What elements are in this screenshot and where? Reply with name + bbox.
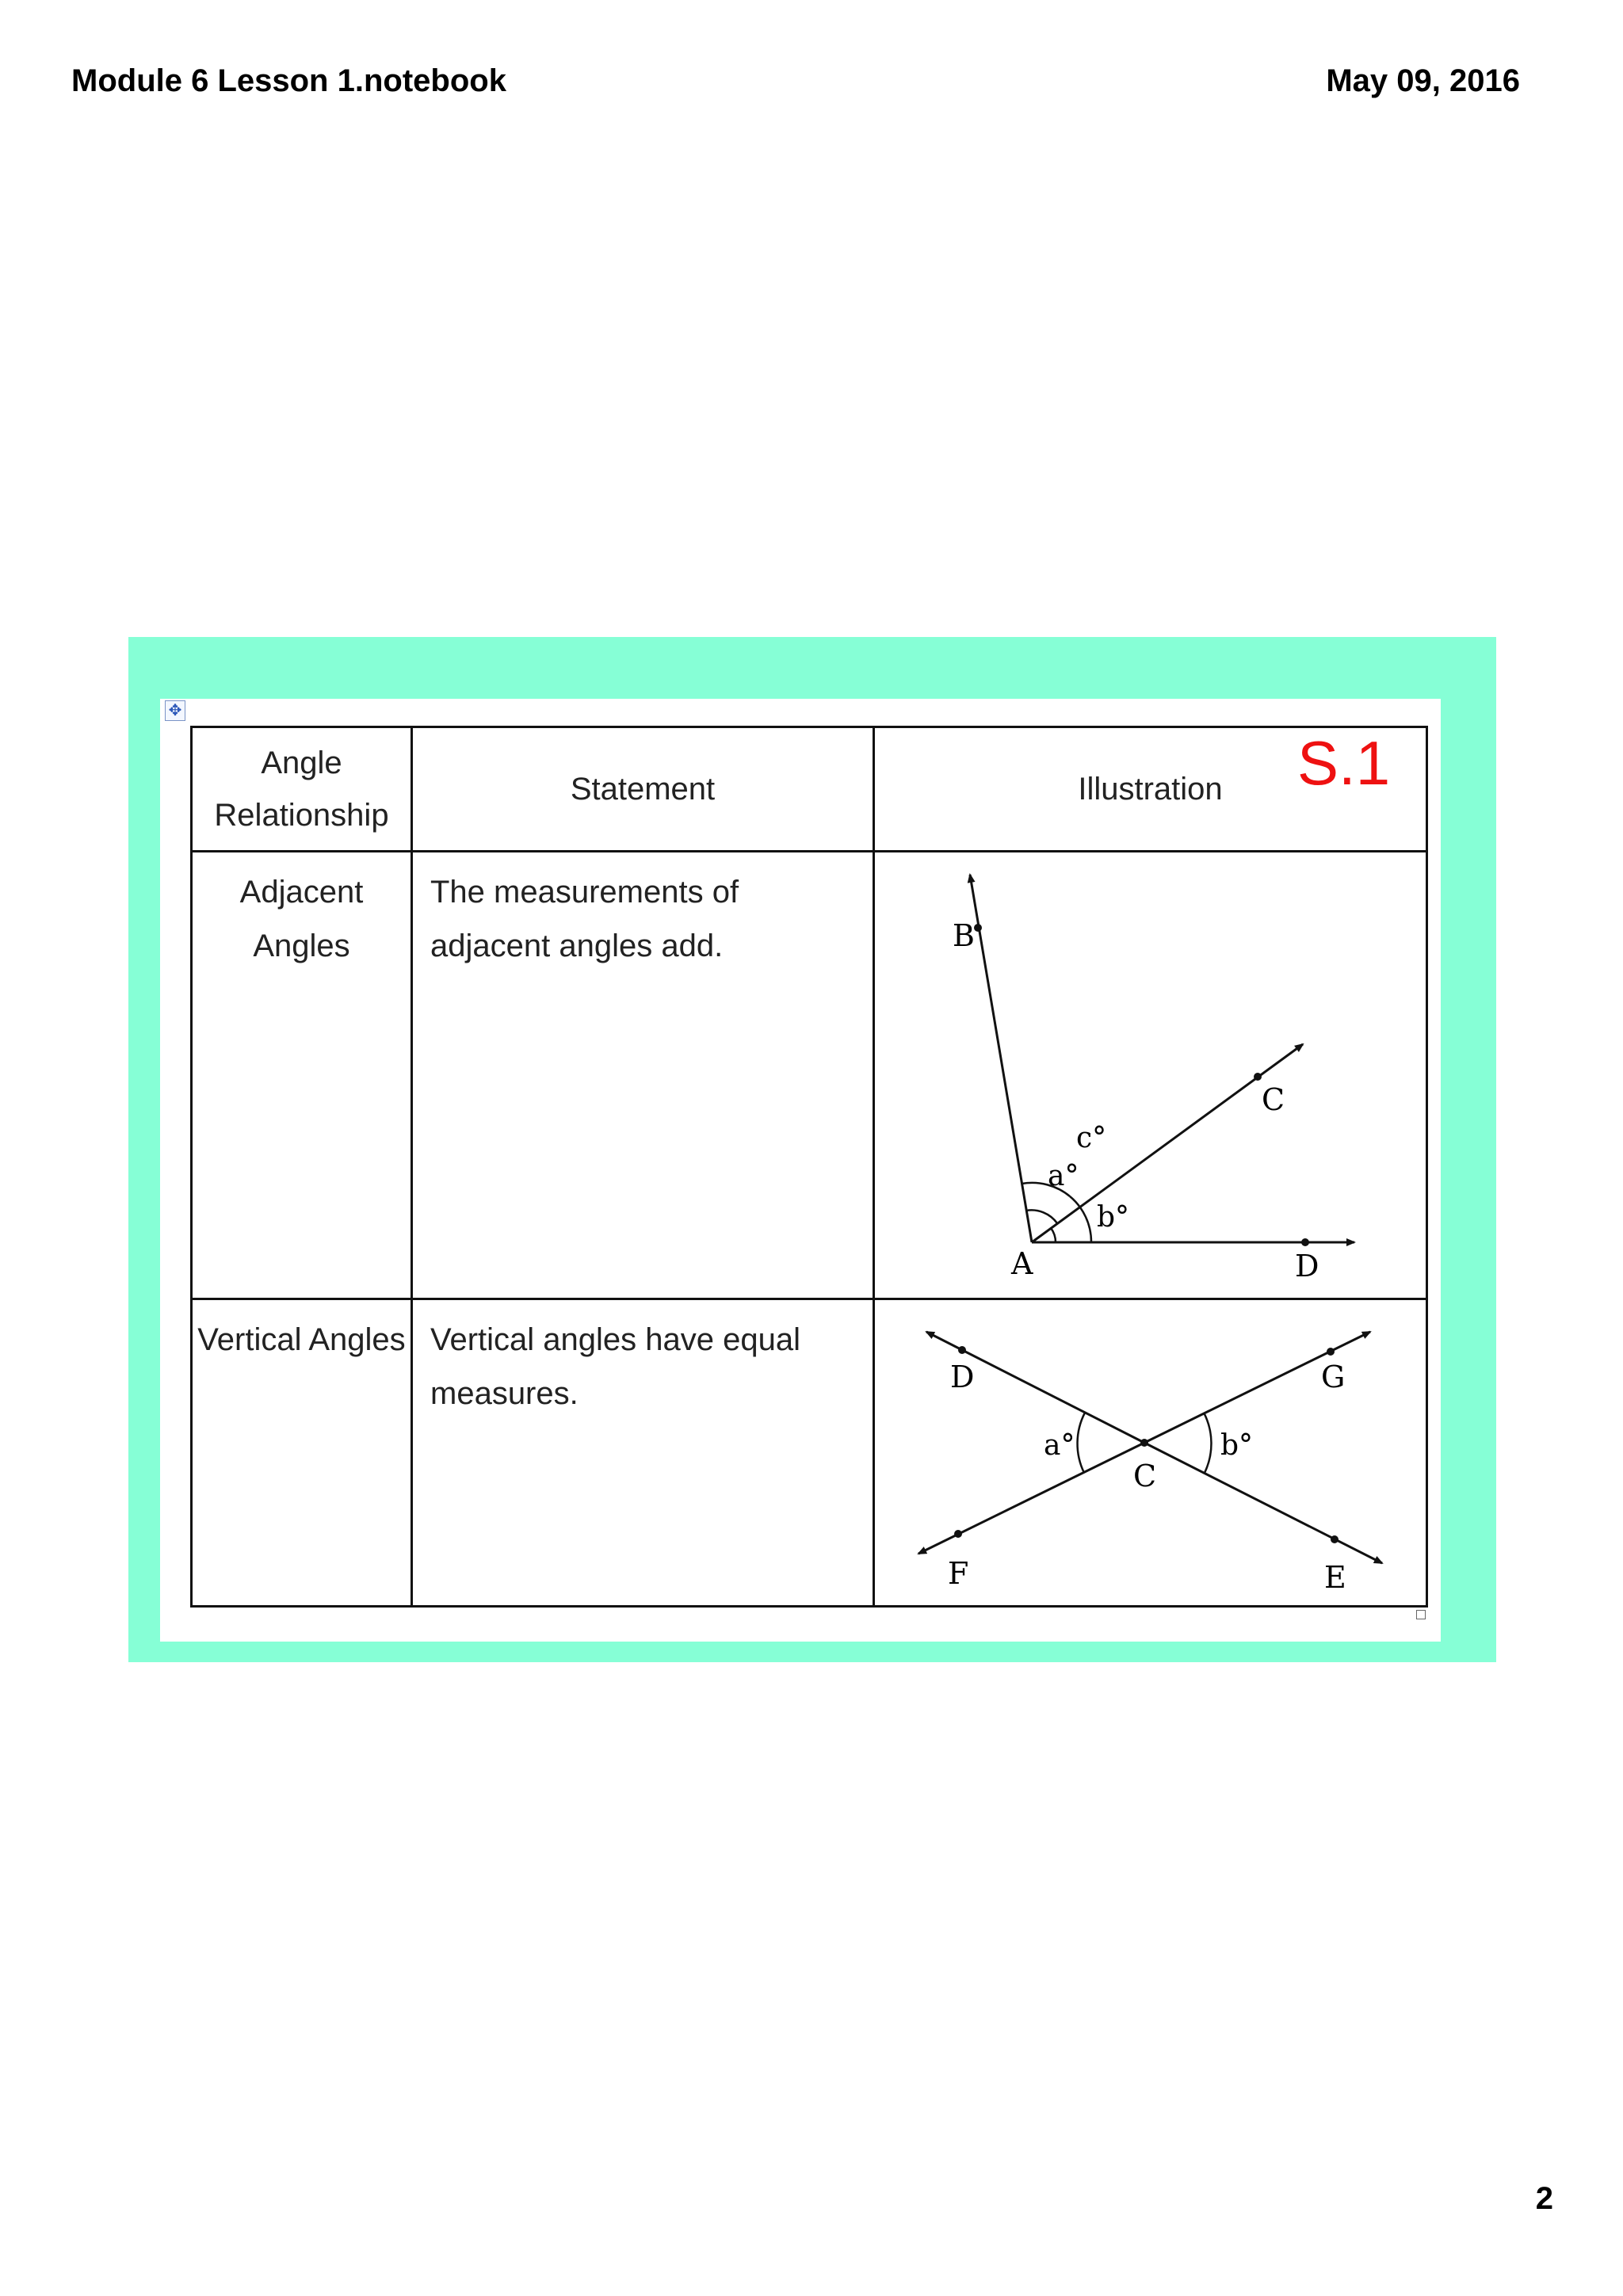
label-f: F bbox=[948, 1556, 969, 1591]
point-d bbox=[1301, 1238, 1309, 1246]
label-a: A bbox=[1011, 1246, 1033, 1281]
move-handle-icon[interactable]: ✥ bbox=[165, 700, 185, 721]
statement-cell: The measurements of adjacent angles add. bbox=[412, 852, 874, 1299]
label-e: E bbox=[1324, 1560, 1346, 1595]
label-c: C bbox=[1262, 1082, 1285, 1117]
illustration-cell bbox=[874, 852, 1427, 1299]
angle-arc-a bbox=[1078, 1413, 1085, 1473]
slide-content bbox=[160, 699, 1441, 1642]
point-g bbox=[1327, 1348, 1335, 1356]
label-c: C bbox=[1133, 1459, 1157, 1493]
point-c bbox=[1254, 1073, 1262, 1081]
label-d: D bbox=[950, 1360, 975, 1394]
angle-relationship-table bbox=[190, 726, 1428, 1608]
angle-label-b: b° bbox=[1097, 1201, 1130, 1234]
label-b: B bbox=[953, 918, 975, 953]
page-date: May 09, 2016 bbox=[1326, 63, 1520, 98]
table-row bbox=[192, 1299, 1427, 1607]
relationship-cell: Adjacent Angles bbox=[192, 852, 412, 1299]
point-d bbox=[958, 1346, 966, 1354]
relationship-cell: Vertical Angles bbox=[192, 1299, 412, 1607]
angle-label-a: a° bbox=[1048, 1160, 1079, 1192]
vertical-angles-diagram bbox=[875, 1300, 1422, 1605]
header-illustration: Illustration bbox=[874, 727, 1427, 852]
line-de bbox=[1144, 1443, 1382, 1563]
notebook-title: Module 6 Lesson 1.notebook bbox=[71, 63, 506, 98]
line-fg bbox=[918, 1443, 1144, 1554]
adjacent-angles-diagram bbox=[875, 852, 1422, 1296]
header-angle-relationship: Angle Relationship bbox=[192, 727, 412, 852]
angle-label-c: c° bbox=[1076, 1122, 1107, 1154]
angle-arc-b-inner bbox=[1051, 1228, 1056, 1242]
point-b bbox=[974, 924, 982, 932]
angle-arc-b bbox=[1070, 1196, 1091, 1242]
resize-handle[interactable] bbox=[1416, 1610, 1426, 1619]
angle-arc-a bbox=[1026, 1210, 1057, 1223]
ray-ac bbox=[1032, 1044, 1303, 1242]
angle-arc-b bbox=[1204, 1413, 1211, 1473]
table-row bbox=[192, 852, 1427, 1299]
label-g: G bbox=[1321, 1360, 1346, 1394]
statement-cell: Vertical angles have equal measures. bbox=[412, 1299, 874, 1607]
table-header-row bbox=[192, 727, 1427, 852]
angle-label-a: a° bbox=[1044, 1429, 1075, 1462]
slide-tag: S.1 bbox=[1297, 728, 1391, 798]
angle-label-b: b° bbox=[1220, 1429, 1254, 1462]
point-e bbox=[1331, 1535, 1338, 1543]
label-d: D bbox=[1295, 1249, 1319, 1283]
point-c bbox=[1140, 1439, 1148, 1447]
point-f bbox=[954, 1530, 962, 1538]
illustration-cell bbox=[874, 1299, 1427, 1607]
header-statement: Statement bbox=[412, 727, 874, 852]
slide-frame bbox=[128, 637, 1496, 1662]
page-number: 2 bbox=[1535, 2181, 1553, 2216]
